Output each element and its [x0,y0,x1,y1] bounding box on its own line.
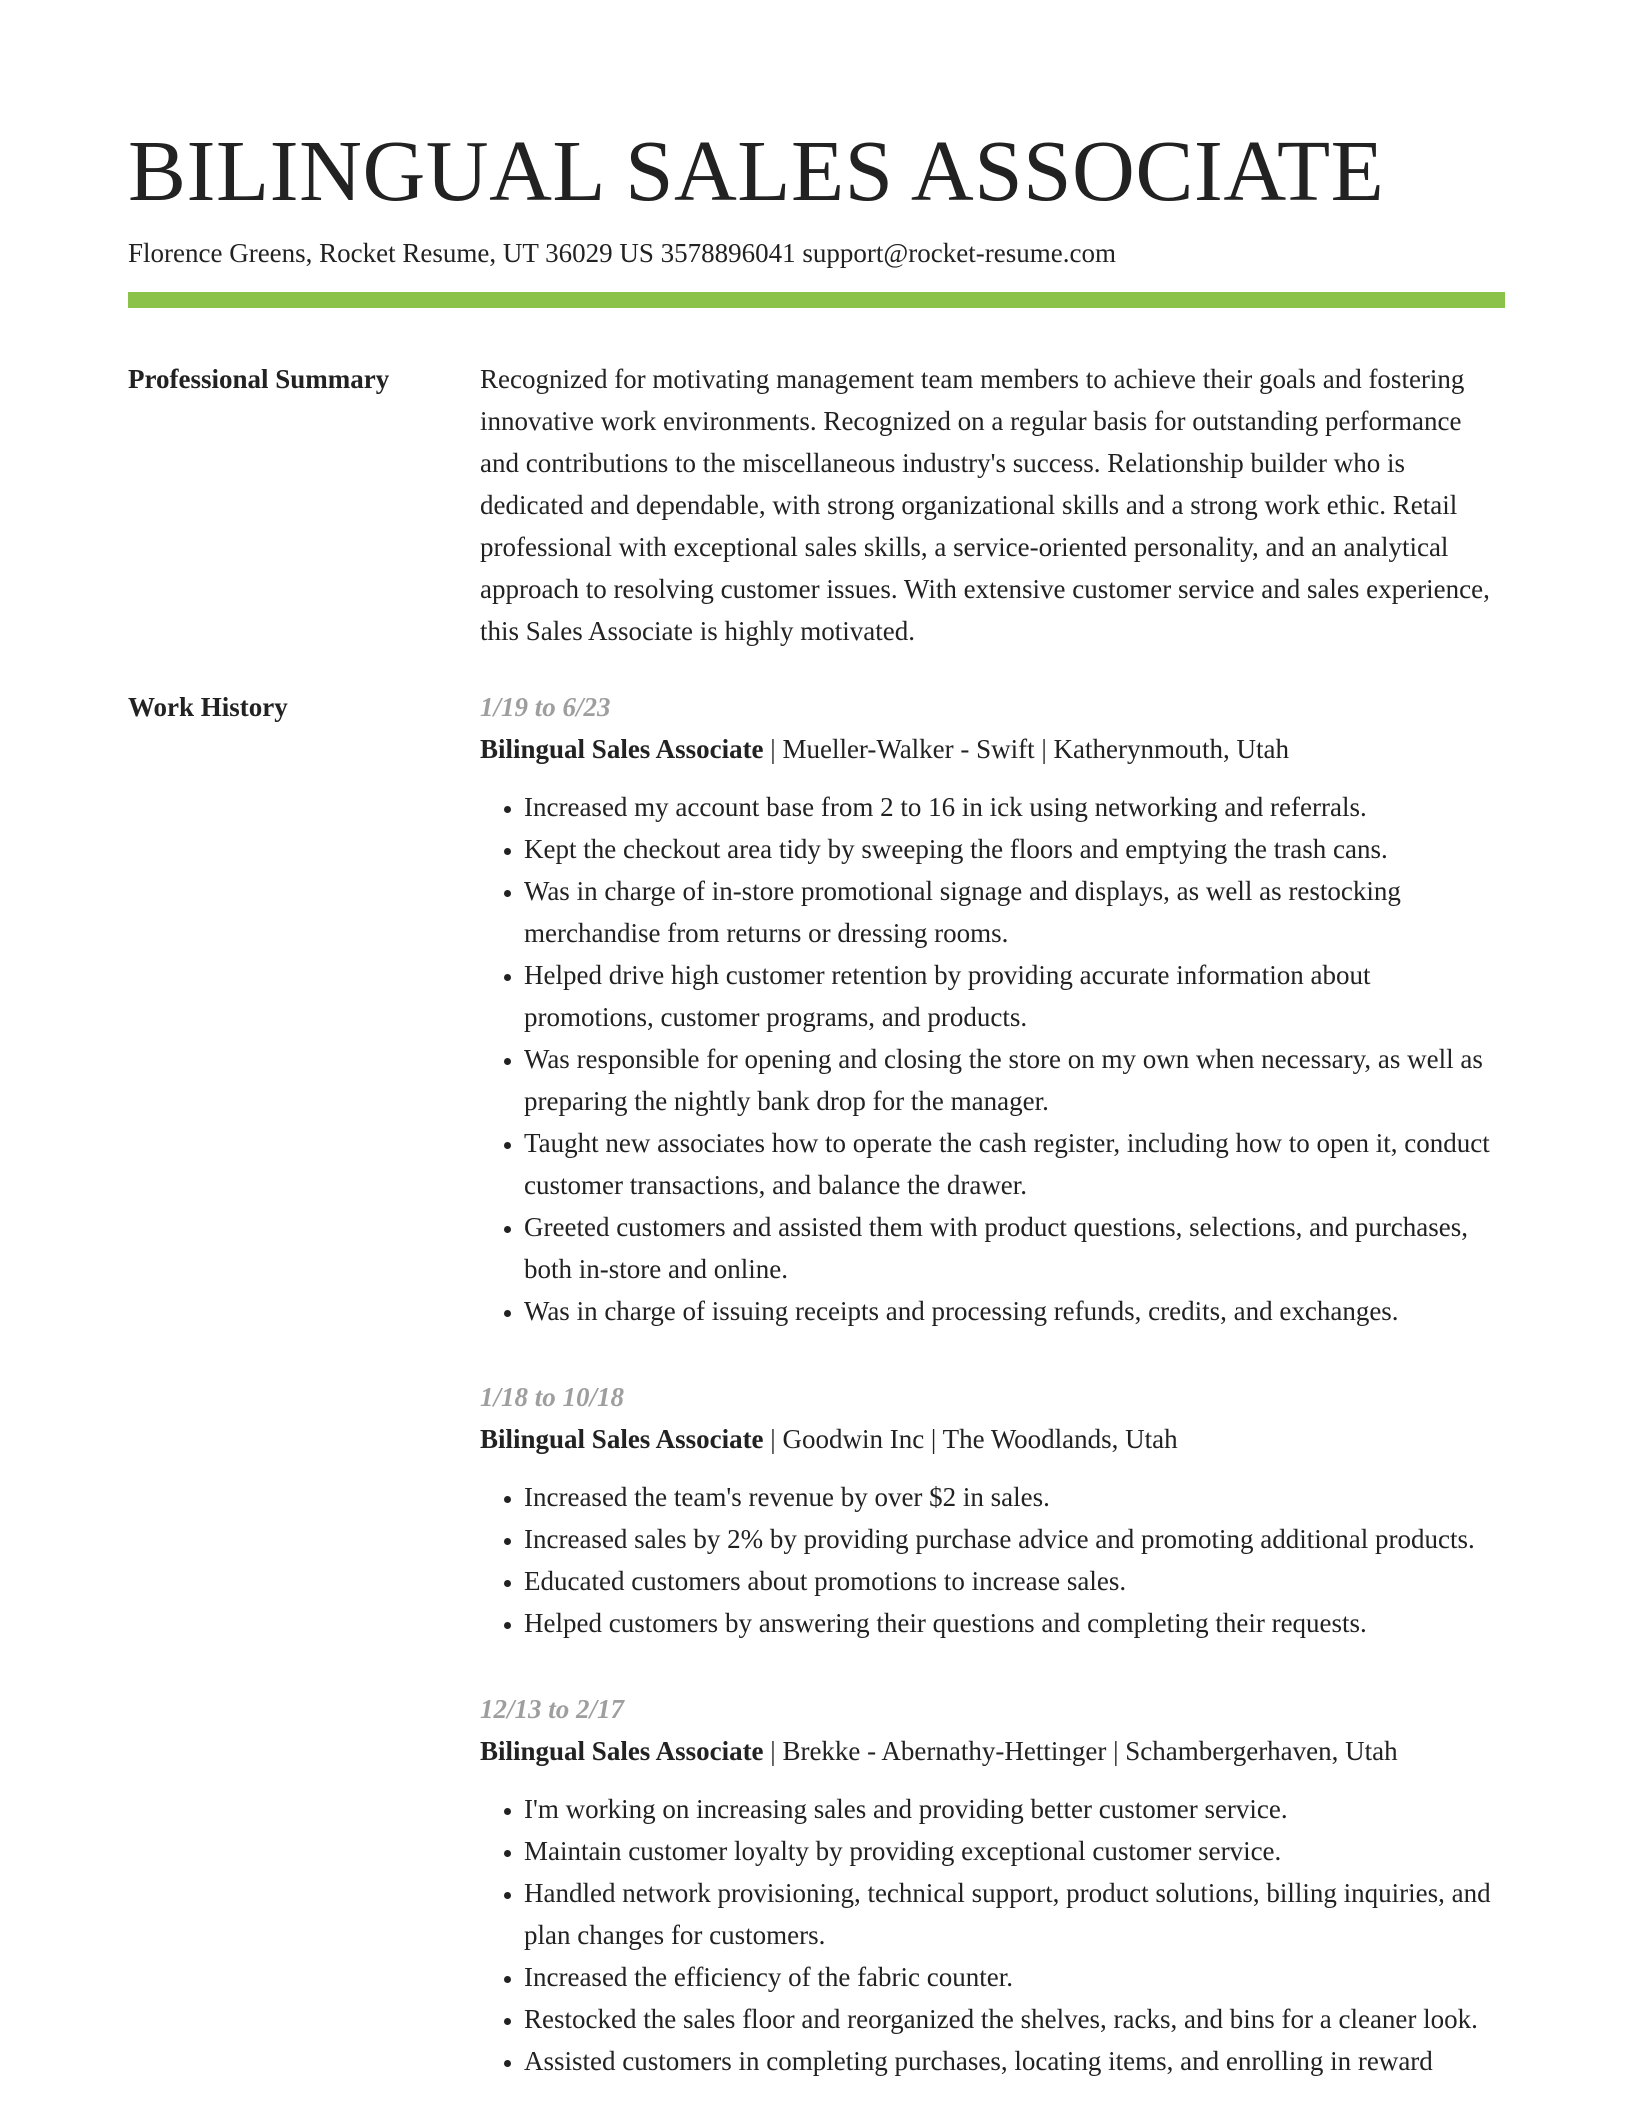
job-bullet: • Kept the checkout area tidy by sweeping the floors and emptying the trash cans. [524,828,1505,870]
summary-section [128,358,1505,652]
job-bullet: • Increased sales by 2% by providing purchase advice and promoting additional products. [524,1518,1505,1560]
job-bullet: • Increased my account base from 2 to 16 in ick using networking and referrals. [524,786,1505,828]
resume-page [128,0,1505,2126]
work-history-list [480,686,1505,2126]
job-bullet: • Increased the efficiency of the fabric counter. [524,1956,1505,1998]
job-bullet: • Was in charge of issuing receipts and processing refunds, credits, and exchanges. [524,1290,1505,1332]
job-bullet-list [480,1788,1505,2082]
contact-address: Florence Greens, Rocket Resume, UT 36029 US [128,238,654,268]
job-bullet: • Handled network provisioning, technical support, product solutions, billing inquiries, and plan changes for customers. [524,1872,1505,1956]
job-title-line [480,728,1505,770]
job-bullet: • I'm working on increasing sales and providing better customer service. [524,1788,1505,1830]
job-company-location: | Brekke - Abernathy-Hettinger | Schambergerhaven, Utah [763,1736,1398,1766]
header-divider [128,292,1505,308]
job-title: Bilingual Sales Associate [480,1736,764,1766]
job-company-location: | Mueller-Walker - Swift | Katherynmouth, Utah [763,734,1290,764]
work-history-section [128,686,1505,2126]
job-bullet: • Helped customers by answering their questions and completing their requests. [524,1602,1505,1644]
contact-email: support@rocket-resume.com [802,238,1116,268]
job-bullet: • Greeted customers and assisted them with product questions, selections, and purchases, both in-store and online. [524,1206,1505,1290]
job-bullet-list [480,786,1505,1332]
work-history-heading: Work History [128,692,288,722]
summary-heading: Professional Summary [128,364,390,394]
job-dates: 12/13 to 2/17 [480,1694,625,1724]
contact-line [128,236,1505,270]
job-entry [480,1376,1505,1644]
job-entry [480,1688,1505,2082]
job-bullet: • Restocked the sales floor and reorganized the shelves, racks, and bins for a cleaner look. [524,1998,1505,2040]
job-bullet: • Educated customers about promotions to increase sales. [524,1560,1505,1602]
job-dates: 1/19 to 6/23 [480,692,611,722]
job-dates: 1/18 to 10/18 [480,1382,625,1412]
job-bullet: • Was responsible for opening and closing the store on my own when necessary, as well as preparing the nightly bank drop for the manager. [524,1038,1505,1122]
contact-phone: 3578896041 [660,238,796,268]
job-bullet: • Assisted customers in completing purchases, locating items, and enrolling in reward [524,2040,1505,2082]
job-bullet: • Increased the team's revenue by over $2 in sales. [524,1476,1505,1518]
job-title: Bilingual Sales Associate [480,734,764,764]
job-company-location: | Goodwin Inc | The Woodlands, Utah [763,1424,1178,1454]
job-bullet-list [480,1476,1505,1644]
job-entry [480,686,1505,1332]
summary-text: Recognized for motivating management team members to achieve their goals and fostering innovative work environments. Recognized on a regular basis for outstanding performance and contributions to the miscellaneous industry's success. Relationship builder who is dedicated and dependable, with strong organizational skills and a strong work ethic. Retail professional with exceptional sales skills, a service-oriented personality, and an analytical approach to resolving customer issues. With extensive customer service and sales experience, this Sales Associate is highly motivated. [480,364,1490,646]
job-title: Bilingual Sales Associate [480,1424,764,1454]
job-bullet: • Helped drive high customer retention by providing accurate information about promotions, customer programs, and products. [524,954,1505,1038]
resume-name: BILINGUAL SALES ASSOCIATE [128,122,1385,219]
job-title-line [480,1730,1505,1772]
job-bullet: • Was in charge of in-store promotional signage and displays, as well as restocking merchandise from returns or dressing rooms. [524,870,1505,954]
job-bullet: • Taught new associates how to operate the cash register, including how to open it, conduct customer transactions, and balance the drawer. [524,1122,1505,1206]
job-title-line [480,1418,1505,1460]
job-bullet: • Maintain customer loyalty by providing exceptional customer service. [524,1830,1505,1872]
